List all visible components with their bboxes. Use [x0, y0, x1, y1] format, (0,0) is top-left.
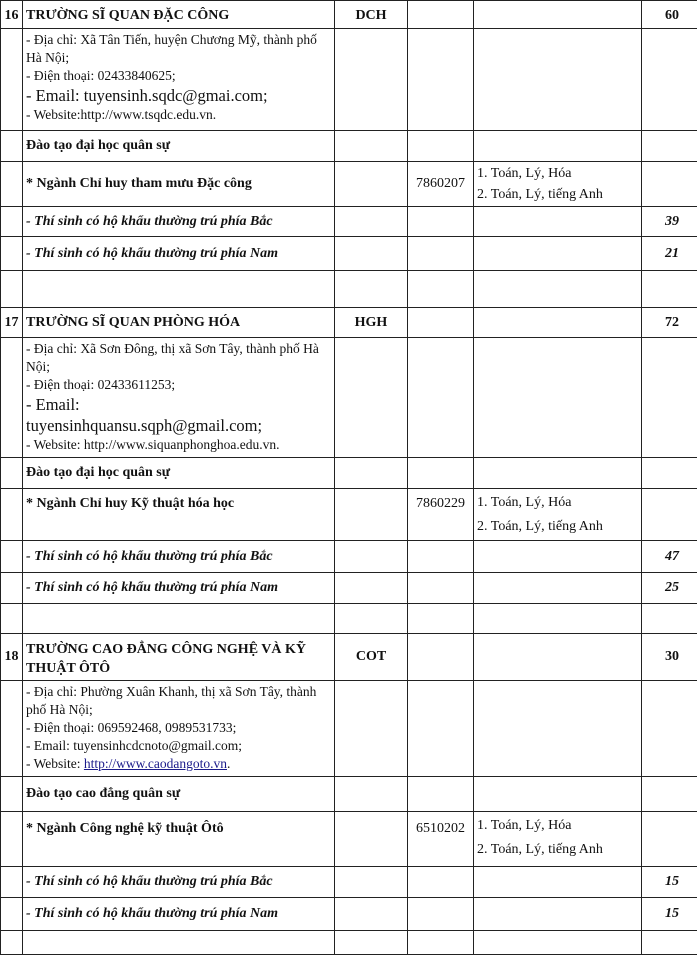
school-website	[26, 755, 331, 773]
south-quota-row	[1, 573, 697, 604]
school-info-row	[1, 681, 697, 777]
spacer-row	[1, 931, 697, 955]
subject-combo: 1. Toán, Lý, Hóa	[477, 818, 572, 833]
program-label: Đào tạo đại học quân sự	[23, 458, 335, 489]
north-quota-row	[1, 207, 697, 237]
row-number: 16	[1, 1, 23, 29]
school-email-label: - Email:	[26, 395, 80, 414]
subject-combo: 2. Toán, Lý, tiếng Anh	[477, 519, 603, 534]
website-prefix: - Website:	[26, 756, 84, 771]
school-name: TRƯỜNG CAO ĐẲNG CÔNG NGHỆ VÀ KỸ THUẬT ÔTÔ	[23, 634, 335, 681]
north-quota-row	[1, 867, 697, 898]
school-quota: 72	[642, 308, 697, 338]
major-name: * Ngành Công nghệ kỹ thuật Ôtô	[23, 812, 335, 867]
subject-combo: 1. Toán, Lý, Hóa	[477, 166, 572, 181]
major-row	[1, 162, 697, 207]
school-code: DCH	[335, 1, 408, 29]
major-row	[1, 489, 697, 541]
school-email: - Email: tuyensinhcdcnoto@gmail.com;	[26, 738, 243, 753]
north-quota: 47	[642, 541, 697, 573]
north-label: - Thí sinh có hộ khẩu thường trú phía Bắc	[23, 541, 335, 573]
school-name: TRƯỜNG SĨ QUAN ĐẶC CÔNG	[23, 1, 335, 29]
subject-combo: 2. Toán, Lý, tiếng Anh	[477, 187, 603, 202]
major-name: * Ngành Chỉ huy tham mưu Đặc công	[23, 162, 335, 207]
school-phone: - Điện thoại: 02433611253;	[26, 377, 176, 392]
north-quota: 39	[642, 207, 697, 237]
north-quota-row	[1, 541, 697, 573]
school-info-row	[1, 29, 697, 131]
school-email: - Email: tuyensinh.sqdc@gmai.com;	[26, 86, 268, 105]
south-quota-row	[1, 898, 697, 931]
school-code: COT	[335, 634, 408, 681]
south-quota: 21	[642, 237, 697, 271]
subject-combo: 2. Toán, Lý, tiếng Anh	[477, 842, 603, 857]
school-quota: 60	[642, 1, 697, 29]
website-suffix: .	[227, 756, 231, 771]
school-phone: - Điện thoại: 02433840625;	[26, 68, 176, 83]
south-label: - Thí sinh có hộ khẩu thường trú phía Nam	[23, 573, 335, 604]
subject-combo: 1. Toán, Lý, Hóa	[477, 495, 572, 510]
program-label: Đào tạo đại học quân sự	[23, 131, 335, 162]
program-label: Đào tạo cao đẳng quân sự	[23, 777, 335, 812]
school-name: TRƯỜNG SĨ QUAN PHÒNG HÓA	[23, 308, 335, 338]
spacer-row	[1, 271, 697, 308]
south-label: - Thí sinh có hộ khẩu thường trú phía Nam	[23, 237, 335, 271]
north-label: - Thí sinh có hộ khẩu thường trú phía Bắc	[23, 867, 335, 898]
school-code: HGH	[335, 308, 408, 338]
south-quota: 25	[642, 573, 697, 604]
program-row	[1, 131, 697, 162]
row-number: 17	[1, 308, 23, 338]
major-code: 6510202	[408, 812, 474, 867]
major-row	[1, 812, 697, 867]
north-quota: 15	[642, 867, 697, 898]
school-address: - Địa chỉ: Phường Xuân Khanh, thị xã Sơn Tây, thành phố Hà Nội;	[26, 684, 317, 717]
south-label: - Thí sinh có hộ khẩu thường trú phía Nam	[23, 898, 335, 931]
major-code: 7860229	[408, 489, 474, 541]
school-website: - Website:http://www.tsqdc.edu.vn.	[26, 107, 217, 122]
program-row	[1, 458, 697, 489]
school-info-row	[1, 338, 697, 458]
school-header-row	[1, 1, 697, 29]
north-label: - Thí sinh có hộ khẩu thường trú phía Bắc	[23, 207, 335, 237]
school-header-row	[1, 634, 697, 681]
school-header-row	[1, 308, 697, 338]
program-row	[1, 777, 697, 812]
school-address: - Địa chỉ: Xã Sơn Đông, thị xã Sơn Tây, thành phố Hà Nội;	[26, 341, 319, 374]
major-name: * Ngành Chỉ huy Kỹ thuật hóa học	[23, 489, 335, 541]
school-phone: - Điện thoại: 069592468, 0989531733;	[26, 720, 237, 735]
website-link[interactable]: http://www.caodangoto.vn	[83, 756, 228, 771]
school-website: - Website: http://www.siquanphonghoa.edu.vn.	[26, 437, 280, 452]
school-address: - Địa chỉ: Xã Tân Tiến, huyện Chương Mỹ, thành phố Hà Nội;	[26, 32, 317, 65]
school-quota: 30	[642, 634, 697, 681]
row-number: 18	[1, 634, 23, 681]
south-quota-row	[1, 237, 697, 271]
south-quota: 15	[642, 898, 697, 931]
major-code: 7860207	[408, 162, 474, 207]
school-email: tuyensinhquansu.sqph@gmail.com;	[26, 416, 263, 435]
spacer-row	[1, 604, 697, 634]
